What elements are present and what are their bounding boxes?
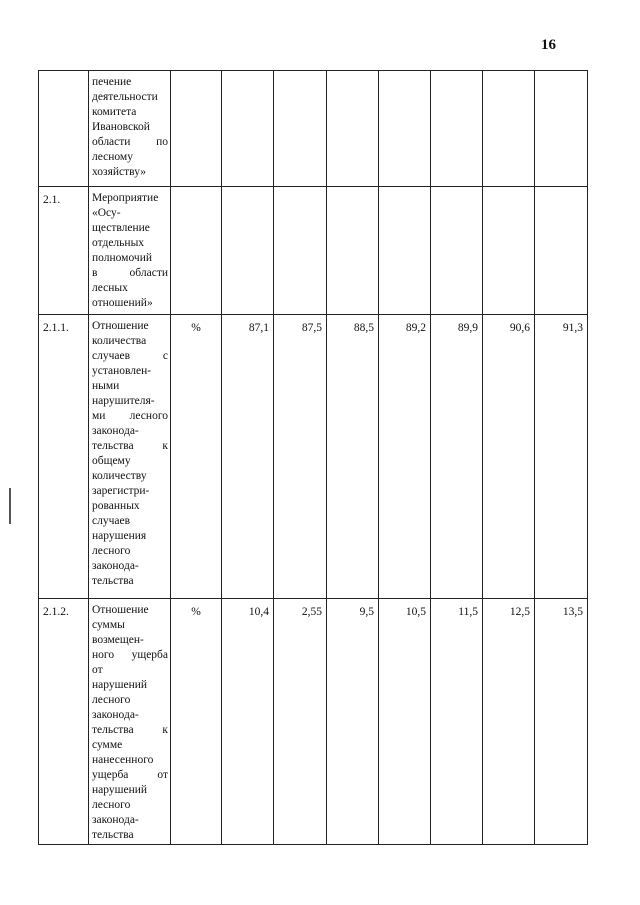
description-line: комитета (92, 106, 137, 118)
value-cell (379, 71, 431, 187)
description-line: хозяйству» (92, 166, 147, 178)
value-cell (431, 187, 483, 315)
value-cell (274, 187, 327, 315)
description-line: лесного (92, 545, 131, 557)
description-line: печение (92, 76, 132, 88)
value-cell (222, 187, 274, 315)
row-number-cell: 2.1.1. (39, 315, 89, 599)
row-number-cell: 2.1.2. (39, 599, 89, 845)
value-cell (274, 71, 327, 187)
table-row (39, 71, 588, 187)
description-line: лесного (92, 694, 131, 706)
value-cell (222, 71, 274, 187)
value-cell (379, 187, 431, 315)
description-line: нанесенного (92, 754, 154, 766)
description-line: от (92, 664, 103, 676)
unit-cell: % (171, 315, 222, 599)
description-cell (89, 315, 171, 599)
value-cell (535, 187, 588, 315)
value-cell: 10,5 (379, 599, 431, 845)
description-line: Ивановской (92, 121, 150, 133)
description-line: лесных (92, 282, 128, 294)
value-cell: 13,5 (535, 599, 588, 845)
description-cell (89, 599, 171, 845)
value-cell: 10,4 (222, 599, 274, 845)
description-line: возмещен- (92, 634, 144, 646)
description-line: ущерба от (92, 769, 168, 781)
description-line: общему (92, 455, 131, 467)
unit-cell (171, 187, 222, 315)
value-cell: 90,6 (483, 315, 535, 599)
table-row (39, 315, 588, 599)
description-line: полномочий (92, 252, 152, 264)
value-cell (535, 71, 588, 187)
table-row (39, 187, 588, 315)
description-line: количества (92, 335, 147, 347)
description-line: лесного (92, 799, 131, 811)
description-line: Отношение (92, 604, 149, 616)
table-body (39, 71, 588, 845)
description-line: тельства к (92, 724, 168, 736)
description-cell (89, 71, 171, 187)
unit-cell: % (171, 599, 222, 845)
description-line: Отношение (92, 320, 149, 332)
value-cell: 87,1 (222, 315, 274, 599)
indicators-table (38, 70, 588, 845)
description-line: случаев с (92, 350, 168, 362)
description-line: зарегистри- (92, 485, 150, 497)
description-line: нарушения (92, 530, 147, 542)
row-number-cell: 2.1. (39, 187, 89, 315)
description-line: отдельных (92, 237, 145, 249)
description-line: ными (92, 380, 120, 392)
description-line: случаев (92, 515, 131, 527)
value-cell: 2,55 (274, 599, 327, 845)
description-line: деятельности (92, 91, 158, 103)
value-cell: 9,5 (327, 599, 379, 845)
value-cell (483, 71, 535, 187)
value-cell: 88,5 (327, 315, 379, 599)
description-line: ми лесного (92, 410, 168, 422)
description-line: ществление (92, 222, 150, 234)
description-line: установлен- (92, 365, 152, 377)
description-line: сумме (92, 739, 123, 751)
value-cell (327, 187, 379, 315)
margin-mark (9, 488, 11, 524)
description-line: отношений» (92, 297, 153, 309)
description-cell (89, 187, 171, 315)
description-line: суммы (92, 619, 125, 631)
description-line: количеству (92, 470, 147, 482)
description-line: законода- (92, 709, 139, 721)
value-cell: 89,9 (431, 315, 483, 599)
description-line: рованных (92, 500, 140, 512)
description-line: ного ущерба (92, 649, 168, 661)
description-line: «Осу- (92, 207, 121, 219)
description-line: тельства (92, 829, 134, 841)
value-cell: 11,5 (431, 599, 483, 845)
description-line: нарушений (92, 679, 148, 691)
description-line: тельства к (92, 440, 168, 452)
description-line: в области (92, 267, 168, 279)
value-cell: 89,2 (379, 315, 431, 599)
value-cell (431, 71, 483, 187)
value-cell (327, 71, 379, 187)
description-line: тельства (92, 575, 134, 587)
description-line: области по (92, 136, 168, 148)
value-cell (483, 187, 535, 315)
unit-cell (171, 71, 222, 187)
page-number: 16 (541, 37, 556, 53)
value-cell: 87,5 (274, 315, 327, 599)
description-line: Мероприятие (92, 192, 159, 204)
description-line: законода- (92, 560, 139, 572)
description-line: нарушений (92, 784, 148, 796)
value-cell: 91,3 (535, 315, 588, 599)
value-cell: 12,5 (483, 599, 535, 845)
description-line: нарушителя- (92, 395, 155, 407)
table-row (39, 599, 588, 845)
description-line: лесному (92, 151, 133, 163)
description-line: законода- (92, 425, 139, 437)
description-line: законода- (92, 814, 139, 826)
row-number-cell (39, 71, 89, 187)
